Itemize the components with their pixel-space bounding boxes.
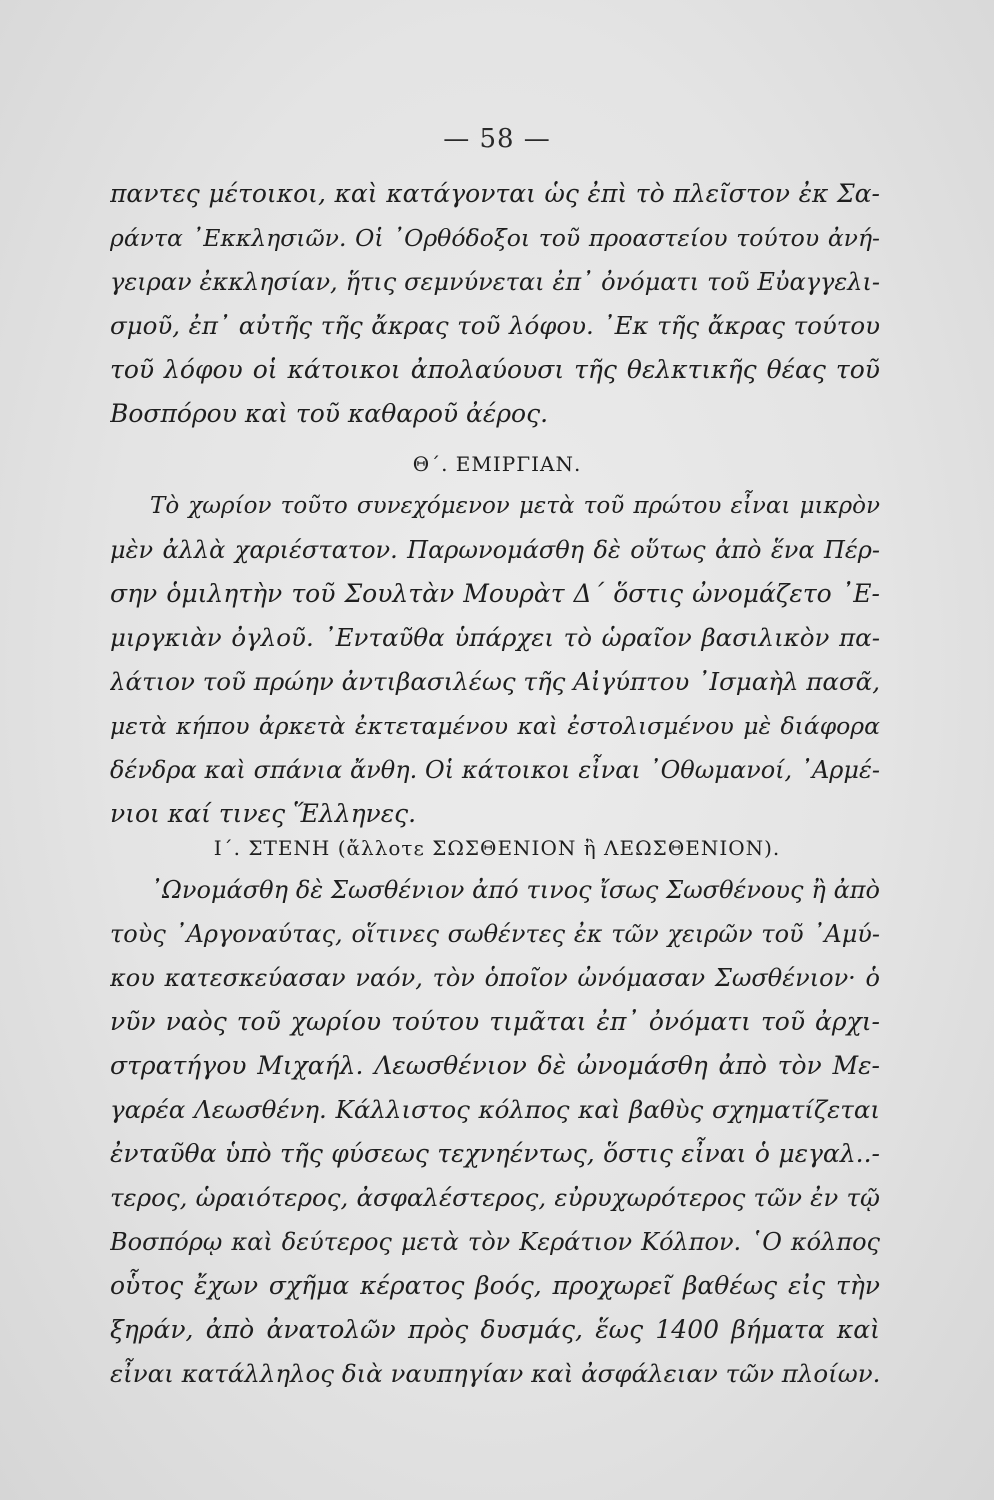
text-line: τοὺς ᾿Αργοναύτας, οἵτινες σωθέντες ἐκ τῶν χειρῶν τοῦ ᾿Αμύ-: [110, 920, 880, 948]
text-line: Βοσπόρου καὶ τοῦ καθαροῦ ἀέρος.: [110, 399, 549, 428]
text-line: μὲν ἀλλὰ χαριέστατον. Παρωνομάσθη δὲ οὕτως ἀπὸ ἕνα Πέρ-: [110, 536, 880, 564]
text-line: ξηράν, ἀπὸ ἀνατολῶν πρὸς δυσμάς, ἕως 1400 βήματα καὶ: [110, 1315, 880, 1344]
text-line: τοῦ λόφου οἱ κάτοικοι ἀπολαύουσι τῆς θελκτικῆς θέας τοῦ: [110, 355, 880, 384]
text-line: κου κατεσκεύασαν ναόν, τὸν ὁποῖον ὠνόμασαν Σωσθένιον· ὁ: [110, 964, 880, 992]
text-line: οὗτος ἔχων σχῆμα κέρατος βοός, προχωρεῖ βαθέως εἰς τὴν: [110, 1271, 880, 1300]
text-line: Βοσπόρῳ καὶ δεύτερος μετὰ τὸν Κεράτιον Κόλπον. ῾Ο κόλπος: [110, 1228, 880, 1256]
text-line: ᾿Ωνομάσθη δὲ Σωσθένιον ἀπό τινος ἴσως Σωσθένους ἢ ἀπὸ: [150, 876, 880, 904]
text-line: σμοῦ, ἐπ᾿ αὐτῆς τῆς ἄκρας τοῦ λόφου. ᾿Εκ τῆς ἄκρας τούτου: [110, 311, 880, 340]
text-line: ράντα ᾿Εκκλησιῶν. Οἱ ᾿Ορθόδοξοι τοῦ προαστείου τούτου ἀνή-: [110, 224, 880, 252]
section-heading: Ι΄. ΣΤΕΝΗ (ἄλλοτε ΣΩΣΘΕΝΙΟΝ ἢ ΛΕΩΣΘΕΝΙΟΝ).: [213, 836, 781, 860]
text-line: εἶναι κατάλληλος διὰ ναυπηγίαν καὶ ἀσφάλειαν τῶν πλοίων.: [110, 1359, 880, 1388]
text-line: στρατήγου Μιχαήλ. Λεωσθένιον δὲ ὠνομάσθη ἀπὸ τὸν Με-: [110, 1051, 880, 1080]
text-line: νῦν ναὸς τοῦ χωρίου τούτου τιμᾶται ἐπ᾿ ὀνόματι τοῦ ἀρχι-: [110, 1007, 880, 1036]
text-line: λάτιον τοῦ πρώην ἀντιβασιλέως τῆς Αἰγύπτου ᾿Ισμαὴλ πασᾶ,: [110, 667, 880, 696]
text-line: μετὰ κήπου ἀρκετὰ ἐκτεταμένου καὶ ἐστολισμένου μὲ διάφορα: [110, 712, 880, 740]
page-number: — 58 —: [443, 124, 551, 154]
section-heading: Θ΄. ΕΜΙΡΓΙΑΝ.: [412, 452, 582, 476]
text-line: ἐνταῦθα ὑπὸ τῆς φύσεως τεχνηέντως, ὅστις εἶναι ὁ μεγαλ..-: [110, 1139, 880, 1168]
text-line: Τὸ χωρίον τοῦτο συνεχόμενον μετὰ τοῦ πρώτου εἶναι μικρὸν: [150, 493, 880, 519]
text-line: γαρέα Λεωσθένη. Κάλλιστος κόλπος καὶ βαθὺς σχηματίζεται: [110, 1095, 880, 1124]
text-line: γειραν ἐκκλησίαν, ἥτις σεμνύνεται ἐπ᾿ ὀνόματι τοῦ Εὐαγγελι-: [110, 268, 880, 296]
text-line: παντες μέτοικοι, καὶ κατάγονται ὡς ἐπὶ τὸ πλεῖστον ἐκ Σα-: [110, 179, 880, 208]
text-line: δένδρα καὶ σπάνια ἄνθη. Οἱ κάτοικοι εἶναι ᾿Οθωμανοί, ᾿Αρμέ-: [110, 756, 880, 784]
text-line: νιοι καί τινες Ἕλληνες.: [110, 799, 417, 828]
text-line: μιργκιὰν ὀγλοῦ. ᾿Ενταῦθα ὑπάρχει τὸ ὡραῖον βασιλικὸν πα-: [110, 623, 880, 652]
text-line: σην ὁμιλητὴν τοῦ Σουλτὰν Μουρὰτ Δ΄ ὅστις ὠνομάζετο ᾿Ε-: [110, 579, 880, 608]
text-line: τερος, ὡραιότερος, ἀσφαλέστερος, εὐρυχωρότερος τῶν ἐν τῷ: [110, 1183, 880, 1212]
